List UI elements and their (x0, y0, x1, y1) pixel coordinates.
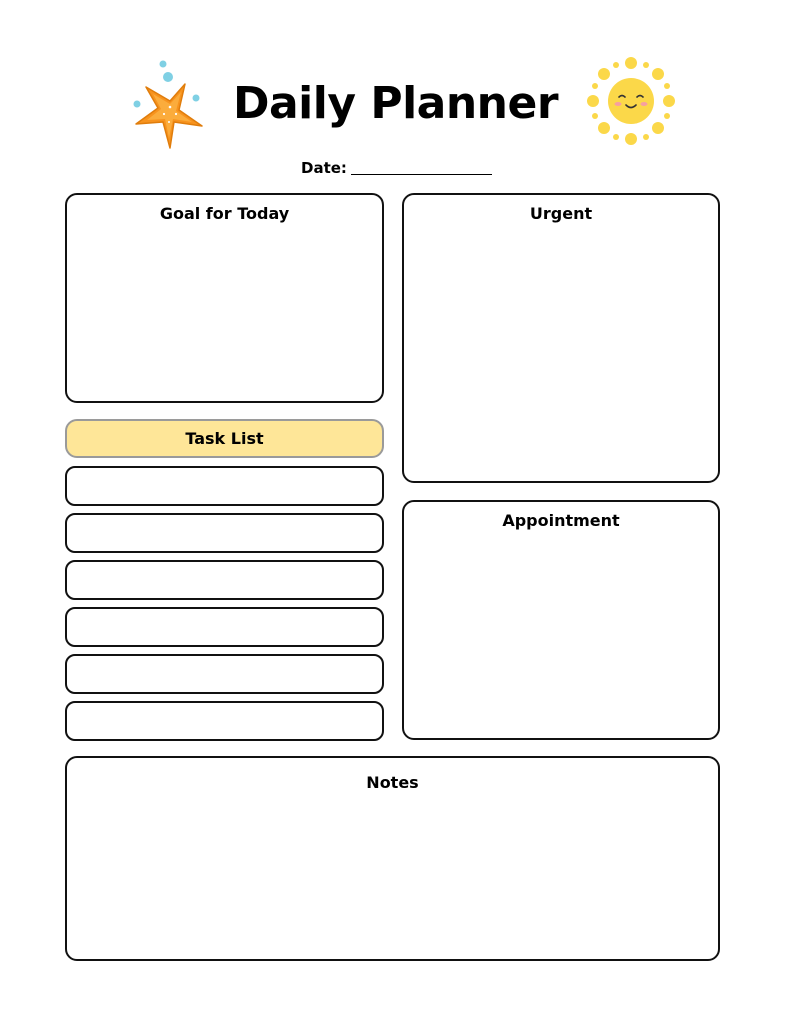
task-list-header (65, 419, 384, 458)
notes-box[interactable] (65, 756, 720, 961)
goal-title: Goal for Today (159, 204, 290, 223)
task-row[interactable] (65, 701, 384, 741)
sun-icon (585, 55, 677, 147)
appointment-title: Appointment (502, 511, 620, 530)
task-row[interactable] (65, 466, 384, 506)
date-field[interactable] (301, 154, 492, 178)
task-row[interactable] (65, 607, 384, 647)
date-label: Date: (301, 159, 347, 177)
page-title: Daily Planner (232, 78, 559, 129)
goal-box[interactable] (65, 193, 384, 403)
task-list-title: Task List (185, 429, 264, 448)
urgent-title: Urgent (529, 204, 593, 223)
task-row[interactable] (65, 654, 384, 694)
task-row[interactable] (65, 513, 384, 553)
date-line[interactable] (351, 174, 492, 175)
urgent-box[interactable] (402, 193, 720, 483)
task-row[interactable] (65, 560, 384, 600)
appointment-box[interactable] (402, 500, 720, 740)
notes-title: Notes (366, 773, 419, 792)
